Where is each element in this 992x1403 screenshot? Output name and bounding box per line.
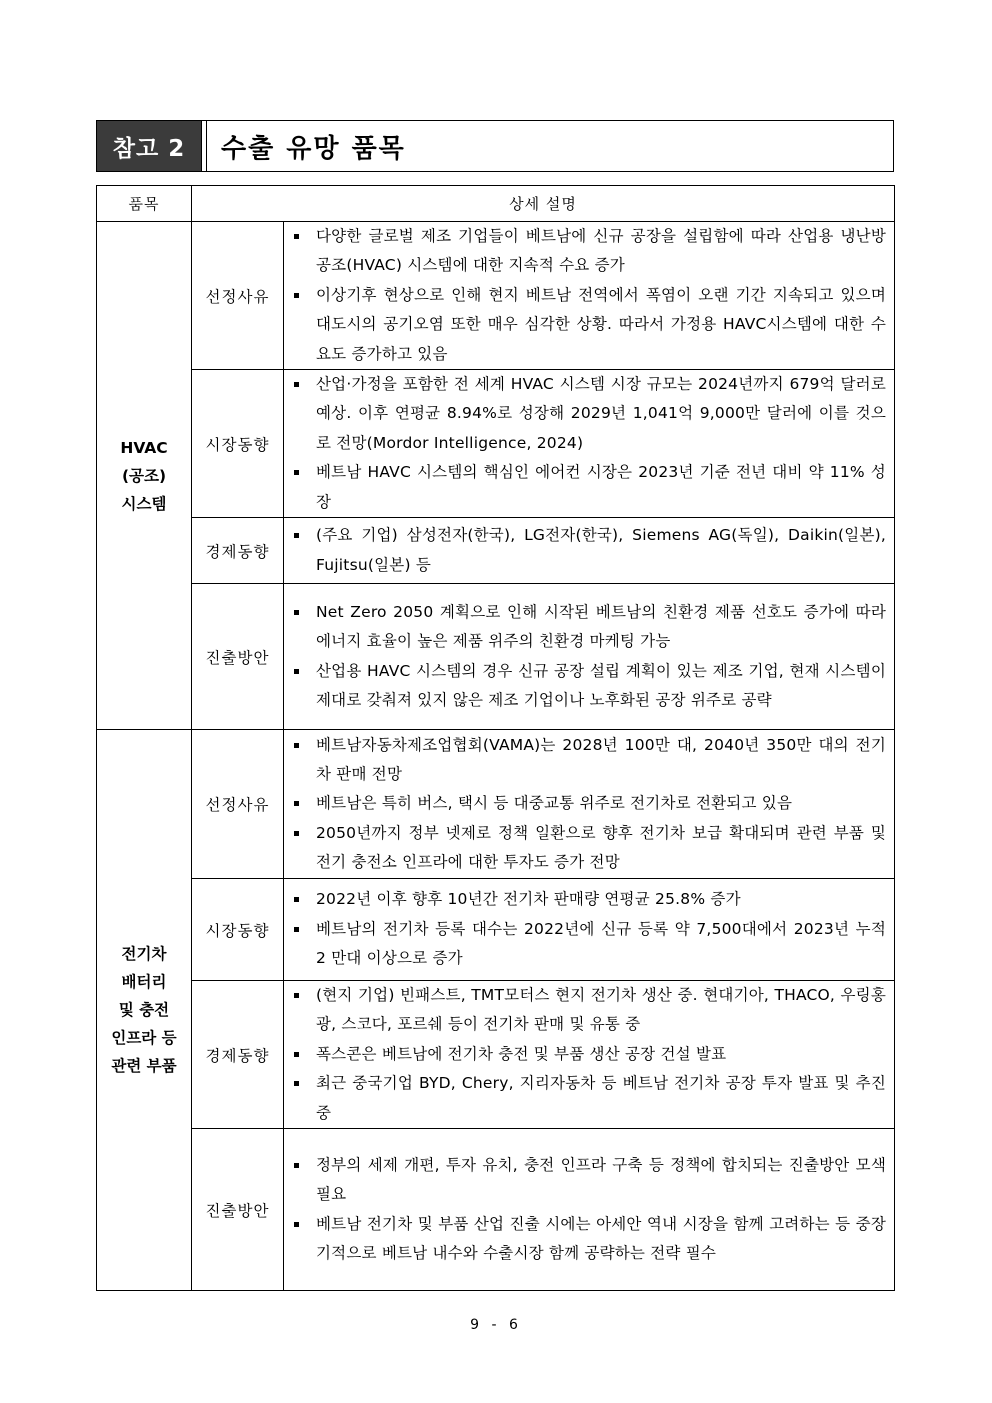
category-cell: 시장동향 (192, 879, 284, 981)
bullet-text: 베트남의 전기차 등록 대수는 2022년에 신규 등록 약 7,500대에서 2023년 누적 2 만대 이상으로 증가 (316, 919, 886, 968)
category-cell: 선정사유 (192, 730, 284, 879)
item-name-line: 시스템 (121, 494, 167, 513)
bullet-item (290, 885, 886, 914)
square-bullet-icon (294, 1081, 299, 1086)
square-bullet-icon (294, 382, 299, 387)
bullet-text: 다양한 글로벌 제조 기업들이 베트남에 신규 공장을 설립함에 따라 산업용 냉난방 공조(HVAC) 시스템에 대한 지속적 수요 증가 (316, 227, 886, 275)
bullet-list (290, 370, 886, 517)
bullet-text: 정부의 세제 개편, 투자 유치, 충전 인프라 구축 등 정책에 합치되는 진출방안 모색 필요 (316, 1155, 886, 1204)
bullet-item (290, 281, 886, 369)
bullet-text: 베트남 전기차 및 부품 산업 진출 시에는 아세안 역내 시장을 함께 고려하는 등 중장기적으로 베트남 내수와 수출시장 함께 공략하는 전략 필수 (316, 1214, 886, 1262)
bullet-text: 산업용 HAVC 시스템의 경우 신규 공장 설립 계획이 있는 제조 기업, 현재 시스템이 제대로 갖춰져 있지 않은 제조 기업이나 노후화된 공장 위주로 공략 (316, 661, 886, 709)
bullet-text: 2022년 이후 향후 10년간 전기차 판매량 연평균 25.8% 증가 (316, 890, 741, 909)
item-name-line: 및 충전 (118, 1001, 170, 1020)
reference-label: 참고 2 (97, 121, 201, 171)
item-name-line: 관련 부품 (111, 1057, 177, 1076)
category-cell: 진출방안 (192, 1129, 284, 1291)
bullet-item (290, 789, 886, 818)
bullet-item (290, 1151, 886, 1210)
square-bullet-icon (294, 993, 299, 998)
square-bullet-icon (294, 831, 299, 836)
bullet-item (290, 819, 886, 878)
description-cell (284, 370, 895, 518)
table-row (97, 518, 895, 584)
bullet-item (290, 458, 886, 517)
square-bullet-icon (294, 801, 299, 806)
item-name-cell (97, 730, 192, 1291)
bullet-item (290, 598, 886, 657)
bullet-item (290, 1210, 886, 1269)
bullet-list (290, 731, 886, 878)
bullet-item (290, 222, 886, 281)
bullet-text: (현지 기업) 빈패스트, TMT모터스 현지 전기차 생산 중. 현대기아, THACO, 우링홍광, 스코다, 포르쉐 등이 전기차 판매 및 유통 중 (316, 986, 886, 1034)
table-row (97, 981, 895, 1129)
description-cell (284, 730, 895, 879)
col-header-detail: 상세 설명 (192, 186, 895, 222)
page-title: 수출 유망 품목 (206, 121, 893, 171)
bullet-list (290, 521, 886, 580)
table-header-row (97, 186, 895, 222)
square-bullet-icon (294, 927, 299, 932)
description-cell (284, 1129, 895, 1291)
section-title-bar (96, 120, 894, 172)
description-cell (284, 879, 895, 981)
bullet-item (290, 1040, 886, 1069)
bullet-item (290, 1069, 886, 1128)
bullet-list (290, 885, 886, 973)
table-row (97, 879, 895, 981)
category-cell: 경제동향 (192, 518, 284, 584)
square-bullet-icon (294, 669, 299, 674)
bullet-text: 이상기후 현상으로 인해 현지 베트남 전역에서 폭염이 오랜 기간 지속되고 있으며 대도시의 공기오염 또한 매우 심각한 상황. 따라서 가정용 HAVC시스템에 대한 수요도 증가하고 있음 (316, 285, 886, 363)
bullet-item (290, 981, 886, 1040)
bullet-text: 베트남 HAVC 시스템의 핵심인 에어컨 시장은 2023년 기준 전년 대비 약 11% 성장 (316, 463, 886, 511)
page-number: 9 - 6 (470, 1317, 522, 1333)
bullet-text: 최근 중국기업 BYD, Chery, 지리자동차 등 베트남 전기차 공장 투자 발표 및 추진 중 (316, 1074, 886, 1122)
square-bullet-icon (294, 533, 299, 538)
description-cell (284, 584, 895, 730)
bullet-item (290, 731, 886, 790)
table-row (97, 730, 895, 879)
export-items-table (96, 185, 895, 1291)
bullet-text: (주요 기업) 삼성전자(한국), LG전자(한국), Siemens AG(독일), Daikin(일본), Fujitsu(일본) 등 (316, 526, 886, 574)
table-row (97, 584, 895, 730)
category-cell: 선정사유 (192, 222, 284, 370)
square-bullet-icon (294, 1163, 299, 1168)
category-cell: 진출방안 (192, 584, 284, 730)
bullet-text: 베트남자동차제조업협회(VAMA)는 2028년 100만 대, 2040년 350만 대의 전기차 판매 전망 (316, 735, 886, 783)
bullet-text: 산업·가정을 포함한 전 세계 HVAC 시스템 시장 규모는 2024년까지 679억 달러로 예상. 이후 연평균 8.94%로 성장해 2029년 1,041억 9,000만 달러에 이를 것으로 전망(Mordor Intelligence, 2024) (316, 375, 886, 452)
square-bullet-icon (294, 897, 299, 902)
square-bullet-icon (294, 1052, 299, 1057)
description-cell (284, 222, 895, 370)
square-bullet-icon (294, 470, 299, 475)
square-bullet-icon (294, 234, 299, 239)
item-name-line: 전기차 (121, 945, 167, 964)
table-row (97, 370, 895, 518)
square-bullet-icon (294, 743, 299, 748)
item-name-line: 인프라 등 (111, 1029, 177, 1048)
bullet-text: 2050년까지 정부 넷제로 정책 일환으로 향후 전기차 보급 확대되며 관련 부품 및 전기 충전소 인프라에 대한 투자도 증가 전망 (316, 823, 886, 872)
bullet-list (290, 981, 886, 1128)
bullet-text: Net Zero 2050 계획으로 인해 시작된 베트남의 친환경 제품 선호도 증가에 따라 에너지 효율이 높은 제품 위주의 친환경 마케팅 가능 (316, 602, 886, 651)
table-row (97, 1129, 895, 1291)
square-bullet-icon (294, 1222, 299, 1227)
bullet-list (290, 222, 886, 369)
square-bullet-icon (294, 293, 299, 298)
bullet-list (290, 1151, 886, 1269)
bullet-text: 폭스콘은 베트남에 전기차 충전 및 부품 생산 공장 건설 발표 (316, 1044, 727, 1063)
item-name-line: HVAC (120, 438, 168, 457)
category-cell: 시장동향 (192, 370, 284, 518)
bullet-item (290, 915, 886, 974)
item-name-cell (97, 222, 192, 730)
square-bullet-icon (294, 610, 299, 615)
description-cell (284, 518, 895, 584)
item-name-line: 배터리 (121, 973, 167, 992)
col-header-item: 품목 (97, 186, 192, 222)
description-cell (284, 981, 895, 1129)
bullet-text: 베트남은 특히 버스, 택시 등 대중교통 위주로 전기차로 전환되고 있음 (316, 794, 793, 813)
bullet-list (290, 598, 886, 716)
bullet-item (290, 657, 886, 716)
table-row (97, 222, 895, 370)
bullet-item (290, 370, 886, 458)
bullet-item (290, 521, 886, 580)
category-cell: 경제동향 (192, 981, 284, 1129)
item-name-line: (공조) (121, 466, 167, 485)
